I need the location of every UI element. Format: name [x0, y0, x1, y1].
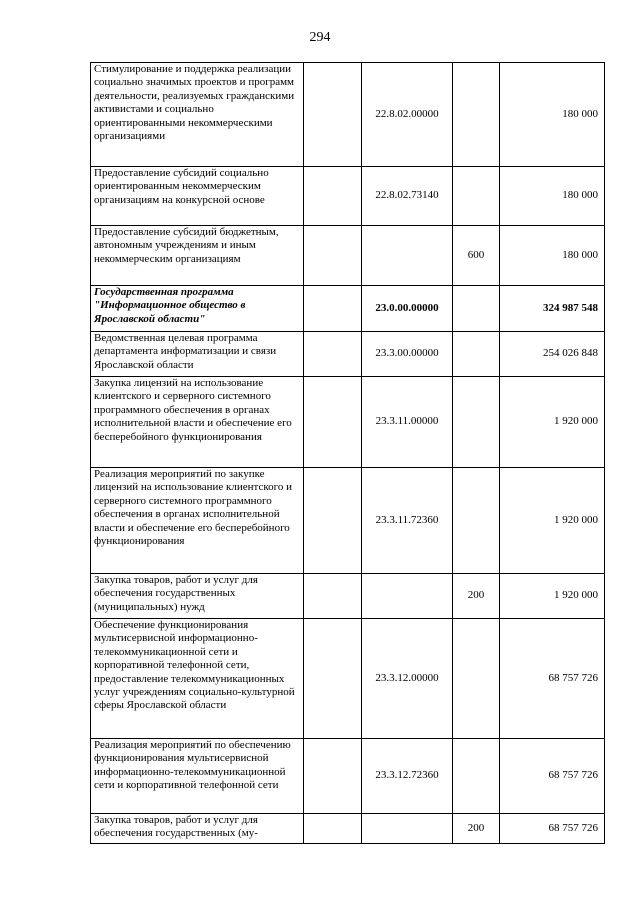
- row-name: Закупка лицензий на использование клиентского и серверного системного программного обеспечения в органах исполнительной власти и обеспечение его бесперебойного функционирования: [91, 377, 304, 468]
- row-expense-type: [453, 377, 500, 468]
- page-number: 294: [309, 30, 331, 45]
- table-row: [91, 226, 605, 286]
- empty-cell: [304, 167, 362, 226]
- row-expense-type: [453, 332, 500, 377]
- budget-table: [90, 62, 605, 844]
- row-amount: 68 757 726: [500, 739, 605, 814]
- empty-cell: [304, 332, 362, 377]
- row-code: [362, 814, 453, 844]
- row-expense-type: 600: [453, 226, 500, 286]
- table-row: [91, 619, 605, 739]
- row-amount: 180 000: [500, 63, 605, 167]
- row-name: Реализация мероприятий по закупке лицензий на использование клиентского и серверного системного программного обеспечения в органах исполнительной власти и обеспечение его бесперебойного функционирования: [91, 468, 304, 574]
- row-amount: 1 920 000: [500, 468, 605, 574]
- table-row: [91, 377, 605, 468]
- row-expense-type: [453, 63, 500, 167]
- table-row: [91, 574, 605, 619]
- row-code: 23.3.11.00000: [362, 377, 453, 468]
- row-expense-type: 200: [453, 574, 500, 619]
- table-row: [91, 468, 605, 574]
- row-amount: 68 757 726: [500, 814, 605, 844]
- row-expense-type: [453, 619, 500, 739]
- row-expense-type: 200: [453, 814, 500, 844]
- row-amount: 180 000: [500, 167, 605, 226]
- row-code: 23.3.11.72360: [362, 468, 453, 574]
- row-name: Ведомственная целевая программа департамента информатизации и связи Ярославской области: [91, 332, 304, 377]
- row-name: Обеспечение функционирования мультисервисной информационно-телекоммуникационной сети и корпоративной телефонной сети, предоставление телекоммуникационных услуг учреждениям социально-культурной сферы Ярославской области: [91, 619, 304, 739]
- row-amount: 180 000: [500, 226, 605, 286]
- row-code: 23.0.00.00000: [362, 286, 453, 332]
- row-name: Предоставление субсидий социально ориентированным некоммерческим организациям на конкурсной основе: [91, 167, 304, 226]
- row-amount: 1 920 000: [500, 574, 605, 619]
- empty-cell: [304, 226, 362, 286]
- row-name: Предоставление субсидий бюджетным, автономным учреждениям и иным некоммерческим организациям: [91, 226, 304, 286]
- row-name: Закупка товаров, работ и услуг для обеспечения государственных (му-: [91, 814, 304, 844]
- row-expense-type: [453, 739, 500, 814]
- row-amount: 68 757 726: [500, 619, 605, 739]
- table-row: [91, 286, 605, 332]
- empty-cell: [304, 619, 362, 739]
- table-row: [91, 814, 605, 844]
- empty-cell: [304, 377, 362, 468]
- row-expense-type: [453, 167, 500, 226]
- row-expense-type: [453, 286, 500, 332]
- table-row: [91, 167, 605, 226]
- empty-cell: [304, 468, 362, 574]
- row-expense-type: [453, 468, 500, 574]
- row-code: 23.3.12.00000: [362, 619, 453, 739]
- row-code: 22.8.02.73140: [362, 167, 453, 226]
- row-name: Закупка товаров, работ и услуг для обеспечения государственных (муниципальных) нужд: [91, 574, 304, 619]
- empty-cell: [304, 814, 362, 844]
- table-row: [91, 332, 605, 377]
- row-name: Государственная программа "Информационное общество в Ярославской области": [91, 286, 304, 332]
- empty-cell: [304, 286, 362, 332]
- table-row: [91, 63, 605, 167]
- row-amount: 324 987 548: [500, 286, 605, 332]
- row-code: [362, 574, 453, 619]
- row-code: 22.8.02.00000: [362, 63, 453, 167]
- row-name: Стимулирование и поддержка реализации социально значимых проектов и программ деятельности, реализуемых гражданскими активистами и социально ориентированными некоммерческими организациями: [91, 63, 304, 167]
- empty-cell: [304, 63, 362, 167]
- row-amount: 254 026 848: [500, 332, 605, 377]
- row-amount: 1 920 000: [500, 377, 605, 468]
- row-code: 23.3.12.72360: [362, 739, 453, 814]
- empty-cell: [304, 574, 362, 619]
- row-code: [362, 226, 453, 286]
- row-name: Реализация мероприятий по обеспечению функционирования мультисервисной информационно-телекоммуникационной сети и корпоративной телефонной сети: [91, 739, 304, 814]
- empty-cell: [304, 739, 362, 814]
- table-row: [91, 739, 605, 814]
- row-code: 23.3.00.00000: [362, 332, 453, 377]
